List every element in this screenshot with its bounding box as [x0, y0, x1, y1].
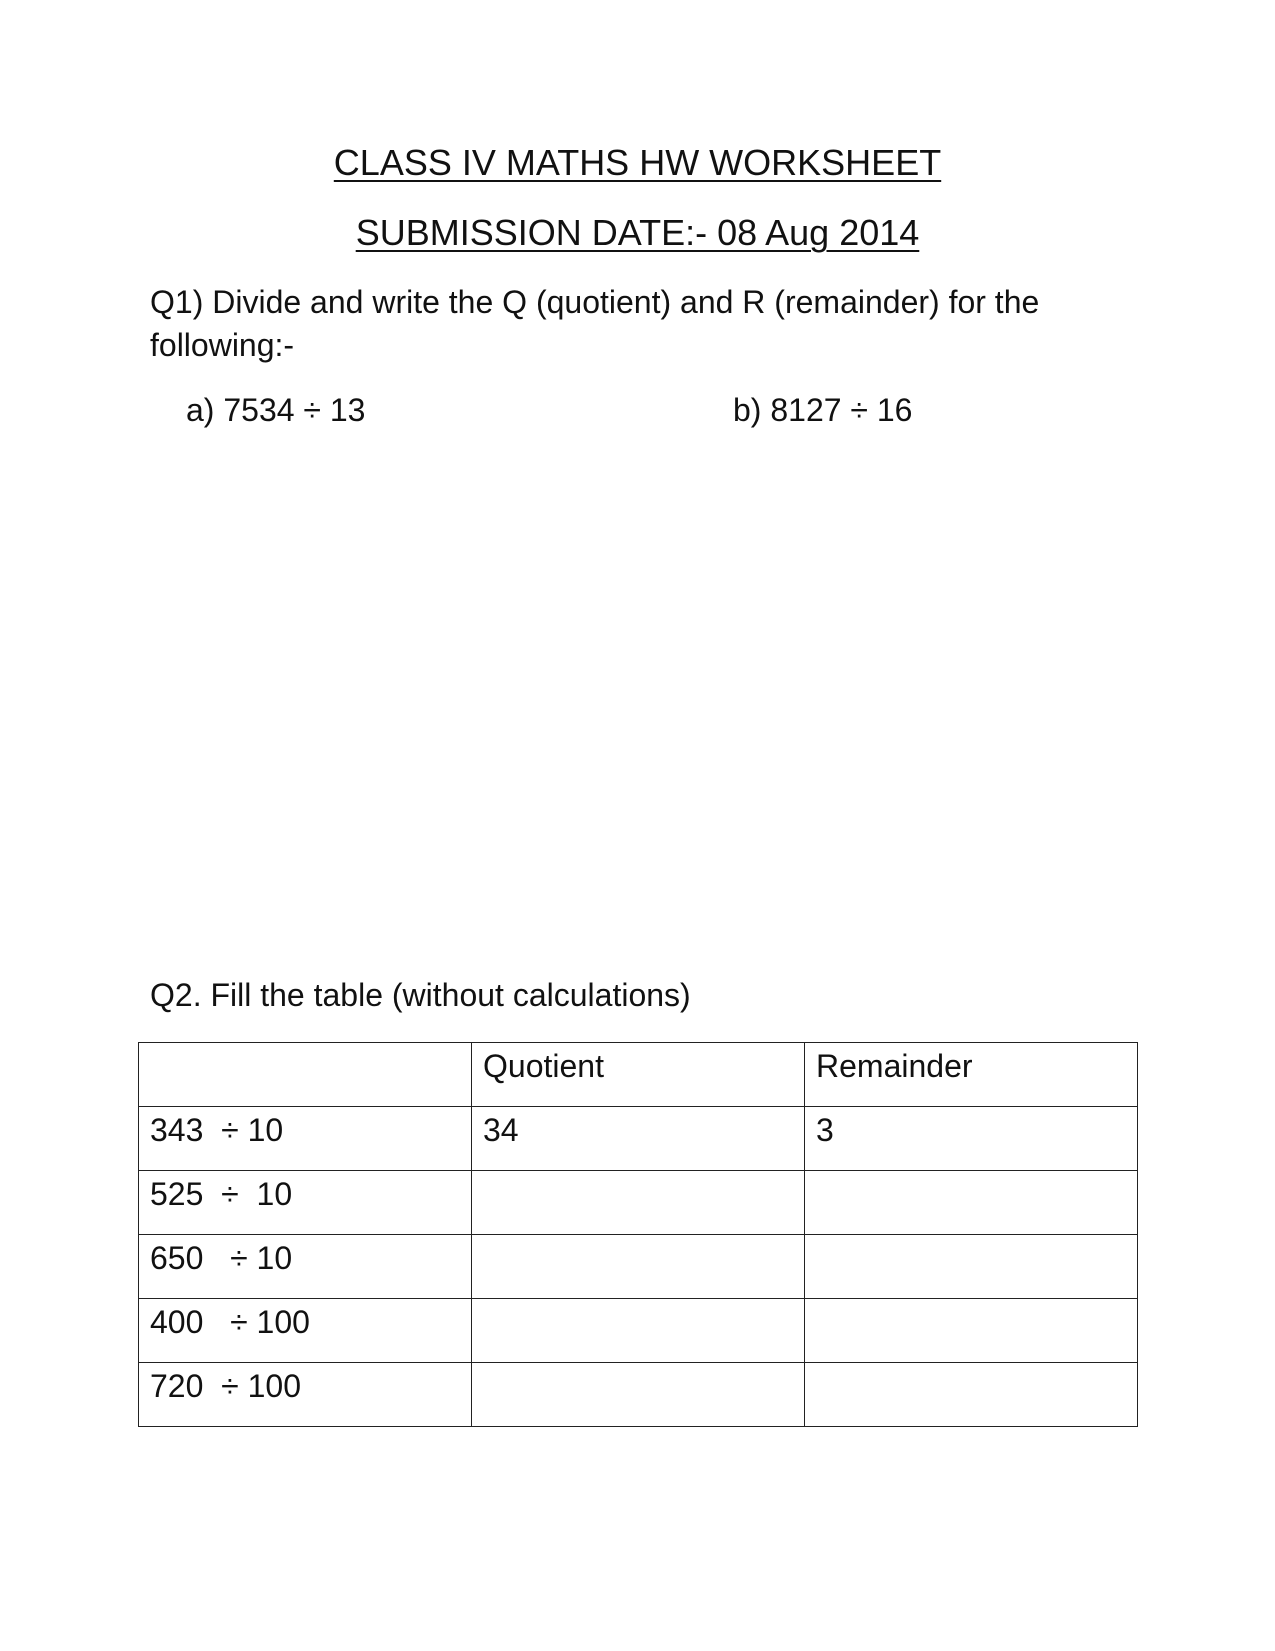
remainder-cell[interactable] — [805, 1171, 1138, 1235]
submission-date — [0, 212, 1275, 254]
table-row — [139, 1171, 1138, 1235]
question-1-text: Q1) Divide and write the Q (quotient) and R (remainder) for the following:- — [150, 284, 1040, 363]
expression-cell: 525 ÷ 10 — [139, 1171, 472, 1235]
problem-b: b) 8127 ÷ 16 — [733, 392, 913, 428]
header-cell-remainder: Remainder — [805, 1043, 1138, 1107]
worksheet-title-text: CLASS IV MATHS HW WORKSHEET — [333, 142, 942, 183]
expression-cell: 720 ÷ 100 — [139, 1363, 472, 1427]
remainder-cell[interactable]: 3 — [805, 1107, 1138, 1171]
expression-cell: 343 ÷ 10 — [139, 1107, 472, 1171]
remainder-cell[interactable] — [805, 1235, 1138, 1299]
table-header-row — [139, 1043, 1138, 1107]
table-row — [139, 1107, 1138, 1171]
table-row — [139, 1235, 1138, 1299]
remainder-cell[interactable] — [805, 1299, 1138, 1363]
problem-a: a) 7534 ÷ 13 — [186, 392, 366, 428]
worksheet-title — [0, 142, 1275, 184]
submission-date-text: SUBMISSION DATE:- 08 Aug 2014 — [355, 212, 920, 253]
quotient-cell[interactable] — [472, 1171, 805, 1235]
quotient-cell[interactable] — [472, 1363, 805, 1427]
quotient-remainder-table — [138, 1042, 1138, 1427]
expression-cell: 400 ÷ 100 — [139, 1299, 472, 1363]
question-2-text: Q2. Fill the table (without calculations) — [150, 977, 691, 1013]
header-cell-quotient: Quotient — [472, 1043, 805, 1107]
quotient-cell[interactable] — [472, 1235, 805, 1299]
quotient-cell[interactable] — [472, 1299, 805, 1363]
table-row — [139, 1299, 1138, 1363]
quotient-cell[interactable]: 34 — [472, 1107, 805, 1171]
header-cell-blank — [139, 1043, 472, 1107]
expression-cell: 650 ÷ 10 — [139, 1235, 472, 1299]
remainder-cell[interactable] — [805, 1363, 1138, 1427]
table-row — [139, 1363, 1138, 1427]
